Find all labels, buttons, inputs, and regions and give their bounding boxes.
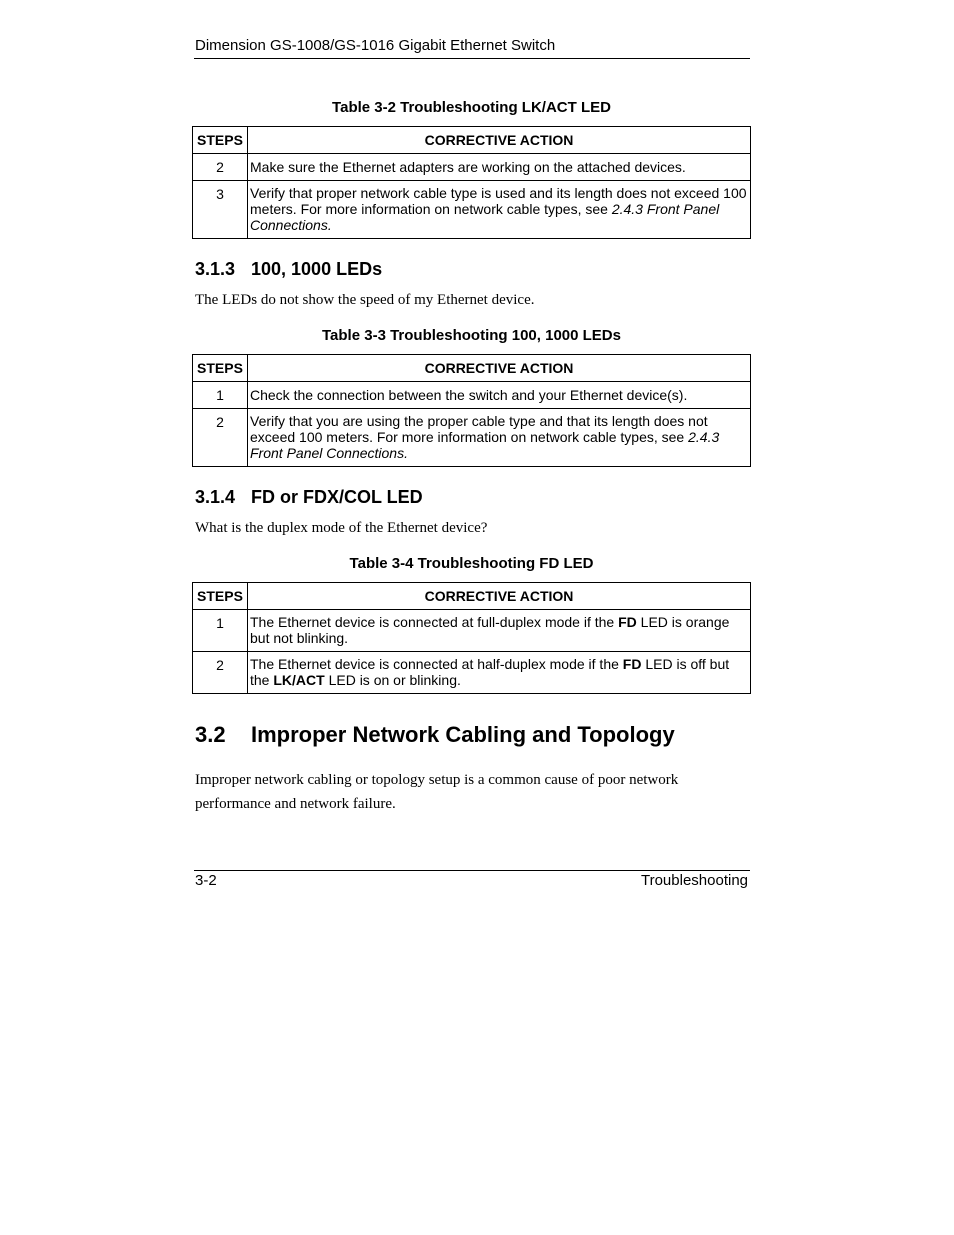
col-steps-header: STEPS [193,583,248,610]
step-cell: 1 [193,382,248,409]
header-rule [194,58,750,59]
step-cell: 3 [193,181,248,239]
subsection-body: What is the duplex mode of the Ethernet device? [195,520,488,536]
action-text: LED is orange but not blinking. [250,614,730,646]
table-header-row [193,127,751,154]
table-header-row [193,355,751,382]
action-text: Verify that you are using the proper cable type and that its length does not exceed 100 meters. For more information on network cable types, see [250,413,708,445]
subsection-title: 100, 1000 LEDs [251,259,383,279]
subsection-title: FD or FDX/COL LED [251,487,423,507]
page-number: 3-2 [195,872,217,889]
section-number: 3.2 [195,722,226,747]
table-row [193,382,751,409]
cross-reference: 2.4.3 Front Panel Connections. [250,429,720,461]
action-cell [248,181,751,239]
subsection-heading-3-1-4 [195,487,423,508]
action-text: LED is off but the [250,656,730,688]
table-3-4-caption: Table 3-4 Troubleshooting FD LED [349,555,594,572]
table-row [193,181,751,239]
action-cell [248,652,751,694]
action-cell: Check the connection between the switch and your Ethernet device(s). [248,382,751,409]
table-3-2 [192,126,751,239]
table-row [193,652,751,694]
step-cell: 2 [193,409,248,467]
action-cell: Make sure the Ethernet adapters are working on the attached devices. [248,154,751,181]
led-name: FD [622,656,642,672]
action-text: The Ethernet device is connected at half-duplex mode if the [250,656,623,672]
subsection-number: 3.1.3 [195,259,236,279]
step-cell: 2 [193,652,248,694]
col-action-header: CORRECTIVE ACTION [248,355,751,382]
table-3-3 [192,354,751,467]
table-row [193,409,751,467]
cross-reference: 2.4.3 Front Panel Connections. [250,201,720,233]
action-cell [248,409,751,467]
col-action-header: CORRECTIVE ACTION [248,583,751,610]
action-text: The Ethernet device is connected at full-duplex mode if the [250,614,619,630]
step-cell: 1 [193,610,248,652]
action-cell [248,610,751,652]
subsection-heading-3-1-3 [195,259,382,280]
subsection-number: 3.1.4 [195,487,236,507]
footer-rule [194,870,750,871]
col-action-header: CORRECTIVE ACTION [248,127,751,154]
table-row [193,154,751,181]
table-row [193,610,751,652]
led-name: FD [618,614,637,630]
col-steps-header: STEPS [193,355,248,382]
table-3-3-caption: Table 3-3 Troubleshooting 100, 1000 LEDs [322,327,621,344]
chapter-name: Troubleshooting [640,872,748,889]
section-heading-3-2 [195,722,675,748]
running-header: Dimension GS-1008/GS-1016 Gigabit Ethernet Switch [195,37,556,54]
table-3-4 [192,582,751,694]
section-body: Improper network cabling or topology setup is a common cause of poor network performance and network failure. [195,772,679,812]
action-text: Verify that proper network cable type is used and its length does not exceed 100 meters. For more information on network cable types, see [250,185,747,217]
section-title: Improper Network Cabling and Topology [251,722,675,747]
table-header-row [193,583,751,610]
col-steps-header: STEPS [193,127,248,154]
step-cell: 2 [193,154,248,181]
subsection-body: The LEDs do not show the speed of my Ethernet device. [195,292,535,308]
led-name: LK/ACT [273,672,325,688]
table-3-2-caption: Table 3-2 Troubleshooting LK/ACT LED [332,99,611,116]
action-text: LED is on or blinking. [324,672,461,688]
